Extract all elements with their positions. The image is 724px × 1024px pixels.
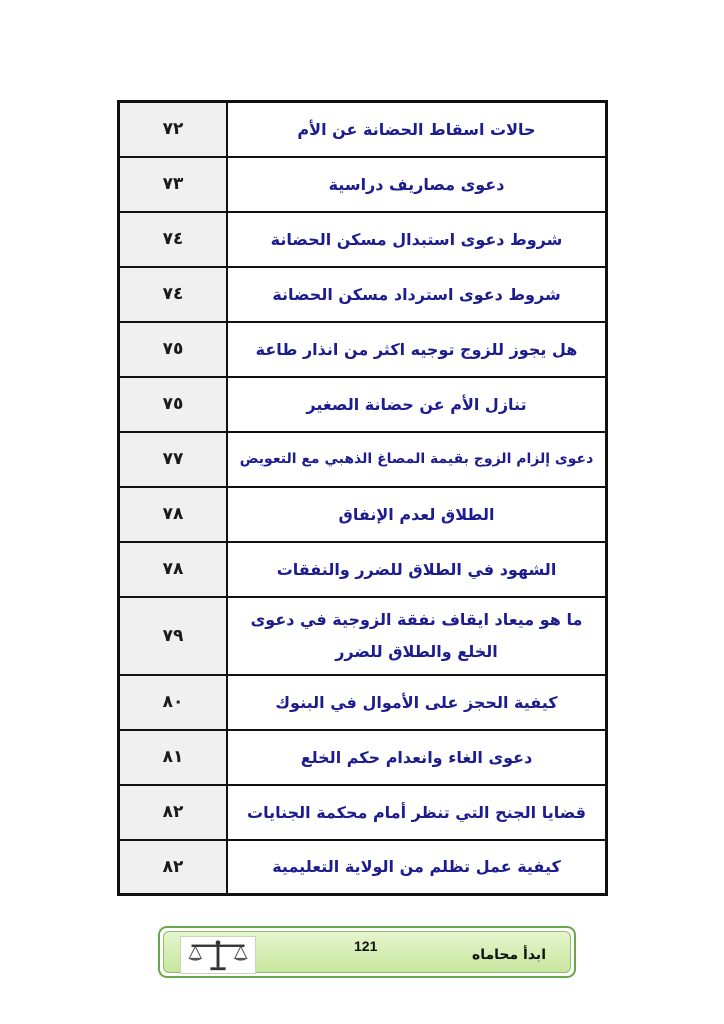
page-number-cell: ٧٢ <box>119 102 228 157</box>
entry-title-cell: دعوى مصاريف دراسية <box>227 157 607 212</box>
entry-title-cell: الطلاق لعدم الإنفاق <box>227 487 607 542</box>
entry-title-cell: حالات اسقاط الحضانة عن الأم <box>227 102 607 157</box>
page-number-cell: ٨٢ <box>119 840 228 895</box>
entry-title-cell: ما هو ميعاد ايقاف نفقة الزوجية في دعوى الخلع والطلاق للضرر <box>227 597 607 675</box>
entry-title-cell: كيفية عمل تظلم من الولاية التعليمية <box>227 840 607 895</box>
entry-title-cell: كيفية الحجز على الأموال في البنوك <box>227 675 607 730</box>
table-row <box>119 840 607 895</box>
table-row <box>119 597 607 675</box>
entry-title-cell: دعوى إلزام الزوج بقيمة المصاغ الذهبي مع التعويض <box>227 432 607 487</box>
footer-book-title: ابدأ محاماه <box>471 947 546 963</box>
entry-title-cell: تنازل الأم عن حضانة الصغير <box>227 377 607 432</box>
entry-title-cell: الشهود في الطلاق للضرر والنفقات <box>227 542 607 597</box>
table-row <box>119 212 607 267</box>
page-number-cell: ٧٧ <box>119 432 228 487</box>
table-row <box>119 157 607 212</box>
table-of-contents <box>117 100 608 896</box>
page-number-cell: ٧٥ <box>119 322 228 377</box>
table-row <box>119 377 607 432</box>
entry-title-cell: شروط دعوى استرداد مسكن الحضانة <box>227 267 607 322</box>
table-row <box>119 542 607 597</box>
table-row <box>119 267 607 322</box>
table-row <box>119 487 607 542</box>
page-number-cell: ٧٨ <box>119 487 228 542</box>
page-number-cell: ٧٥ <box>119 377 228 432</box>
entry-title-cell: هل يجوز للزوج توجيه اكثر من انذار طاعة <box>227 322 607 377</box>
table-row <box>119 102 607 157</box>
page-number-cell: ٧٤ <box>119 212 228 267</box>
footer-banner <box>163 931 571 973</box>
page-number-cell: ٨٢ <box>119 785 228 840</box>
table-row <box>119 675 607 730</box>
table-row <box>119 322 607 377</box>
page-number-cell: ٧٩ <box>119 597 228 675</box>
page-number-cell: ٧٨ <box>119 542 228 597</box>
page-number-cell: ٨١ <box>119 730 228 785</box>
page-number-cell: ٧٤ <box>119 267 228 322</box>
page-number-cell: ٧٣ <box>119 157 228 212</box>
entry-title-cell: دعوى الغاء وانعدام حكم الخلع <box>227 730 607 785</box>
table-row <box>119 785 607 840</box>
page-footer <box>158 926 576 978</box>
entry-title-cell: شروط دعوى استبدال مسكن الحضانة <box>227 212 607 267</box>
page-number-cell: ٨٠ <box>119 675 228 730</box>
footer-page-number: 121 <box>354 938 378 954</box>
scales-of-justice-icon <box>180 936 256 974</box>
table-row <box>119 432 607 487</box>
table-row <box>119 730 607 785</box>
entry-title-cell: قضايا الجنح التي تنظر أمام محكمة الجنايات <box>227 785 607 840</box>
